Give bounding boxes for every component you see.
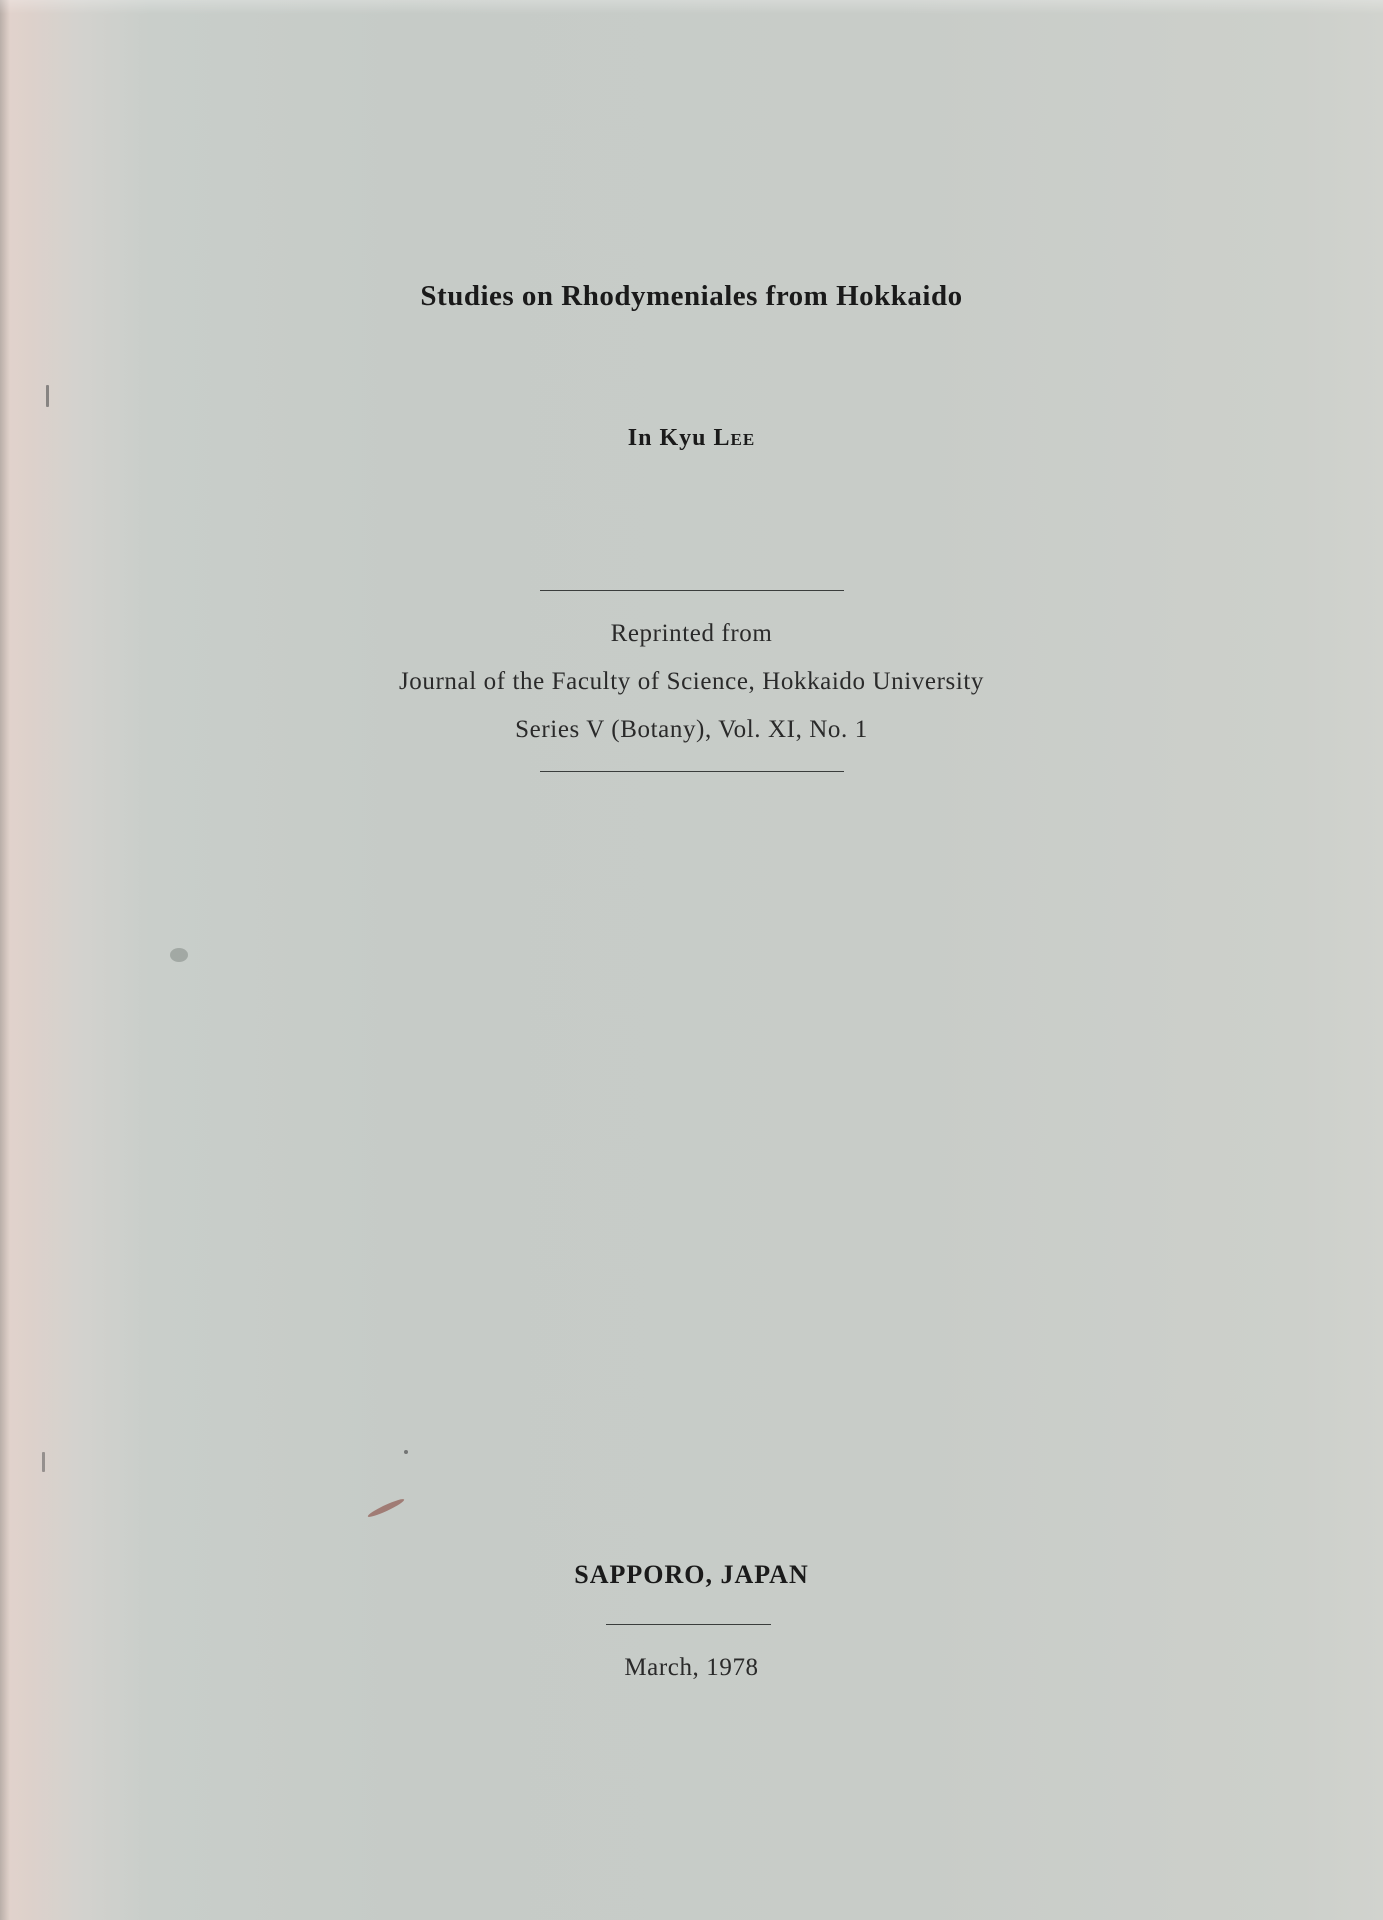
reprint-line-1: Reprinted from [610,620,773,647]
divider-rule-place [606,1624,771,1625]
top-edge [0,0,1383,14]
author-name [0,425,1383,452]
publication-place: SAPPORO, JAPAN [574,1560,809,1589]
divider-rule-top [540,590,844,591]
reprint-line-2: Journal of the Faculty of Science, Hokkaido University [398,668,985,695]
paper-speck [42,1452,45,1472]
paper-speck [367,1497,406,1519]
reprint-line-3: Series V (Botany), Vol. XI, No. 1 [515,716,868,743]
author-given-name: In Kyu [627,425,714,451]
author-family-name: Lee [713,425,756,451]
publication-date: March, 1978 [624,1654,759,1681]
paper-speck [170,948,188,962]
paper-speck [46,385,49,407]
paper-speck [404,1450,408,1454]
document-title: Studies on Rhodymeniales from Hokkaido [420,280,963,312]
divider-rule-bottom [540,771,844,772]
